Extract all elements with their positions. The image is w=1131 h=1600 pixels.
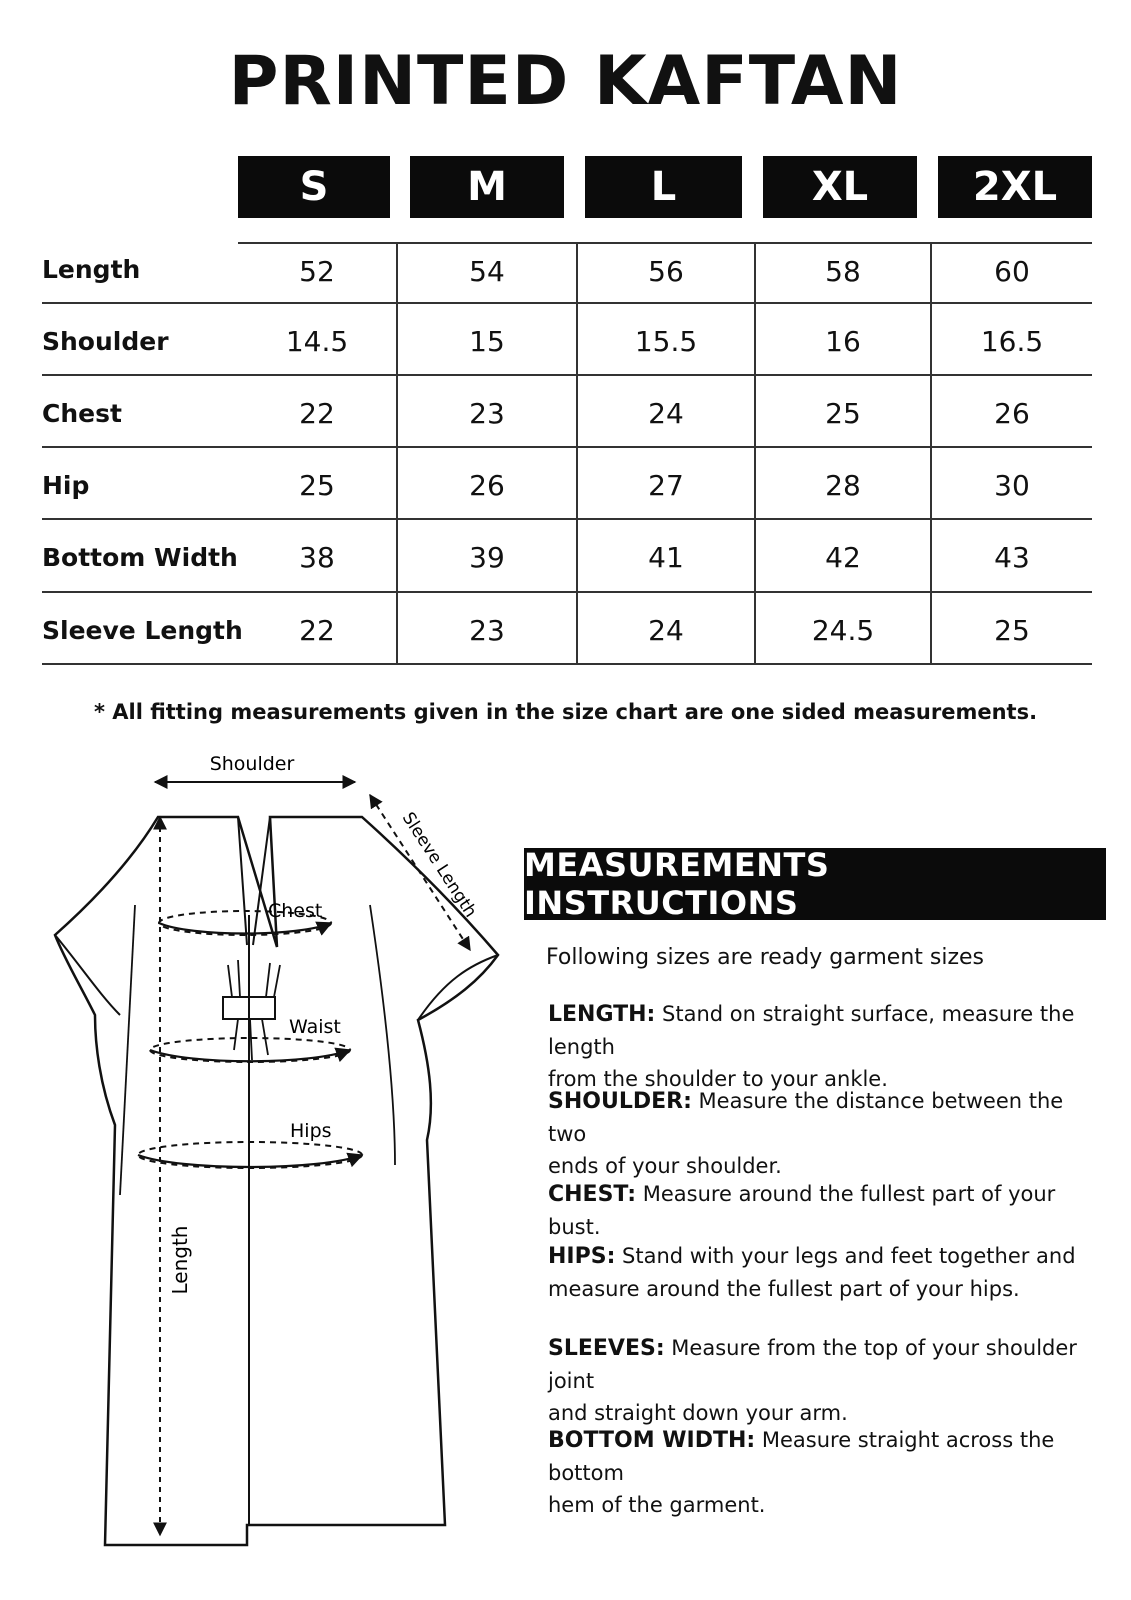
table-cell: 25 <box>299 469 335 502</box>
table-cell: 27 <box>648 469 684 502</box>
instruction-term: SLEEVES: <box>548 1336 665 1361</box>
row-label-sleeve-length: Sleeve Length <box>42 616 243 645</box>
size-header-m: M <box>410 156 564 218</box>
page-title: PRINTED KAFTAN <box>228 42 903 121</box>
instruction-text: Stand with your legs and feet together and <box>615 1244 1076 1268</box>
row-label-bottom-width: Bottom Width <box>42 543 238 572</box>
shoulder-label: Shoulder <box>209 753 295 775</box>
chest-label: Chest <box>268 900 323 922</box>
instruction-length <box>548 998 1108 1095</box>
instruction-text: hem of the garment. <box>548 1493 766 1517</box>
table-cell: 56 <box>648 255 684 288</box>
instructions-heading: MEASUREMENTS INSTRUCTIONS <box>524 848 1106 920</box>
sleeve-fold <box>418 955 498 1020</box>
table-cell: 14.5 <box>285 325 349 358</box>
row-label-length: Length <box>42 255 141 284</box>
table-cell: 43 <box>994 541 1030 574</box>
instruction-chest <box>548 1178 1108 1243</box>
instruction-text: and straight down your arm. <box>548 1401 848 1425</box>
table-cell: 42 <box>825 541 861 574</box>
instruction-text: Measure around the fullest part of your bust. <box>548 1182 1056 1239</box>
waist-label: Waist <box>289 1016 341 1038</box>
table-cell: 30 <box>994 469 1030 502</box>
table-cell: 39 <box>469 541 505 574</box>
table-cell: 22 <box>299 614 335 647</box>
size-header-s: S <box>238 156 390 218</box>
table-cell: 26 <box>994 397 1030 430</box>
table-cell: 15 <box>469 325 505 358</box>
table-cell: 22 <box>299 397 335 430</box>
table-cell: 60 <box>994 255 1030 288</box>
table-cell: 41 <box>648 541 684 574</box>
kaftan-diagram <box>40 753 540 1585</box>
table-cell: 24 <box>648 614 684 647</box>
instruction-sleeves <box>548 1332 1108 1429</box>
length-label: Length <box>168 1225 192 1295</box>
instruction-shoulder <box>548 1085 1108 1182</box>
table-cell: 23 <box>469 614 505 647</box>
size-header-2xl: 2XL <box>938 156 1092 218</box>
table-cell: 16 <box>825 325 861 358</box>
hips-label: Hips <box>290 1120 332 1142</box>
row-label-hip: Hip <box>42 471 90 500</box>
instruction-hips <box>548 1240 1108 1305</box>
instruction-term: CHEST: <box>548 1182 637 1207</box>
instruction-text: ends of your shoulder. <box>548 1154 782 1178</box>
row-label-shoulder: Shoulder <box>42 327 169 356</box>
size-header-xl: XL <box>763 156 917 218</box>
table-cell: 25 <box>994 614 1030 647</box>
table-cell: 23 <box>469 397 505 430</box>
table-cell: 26 <box>469 469 505 502</box>
instruction-text: Measure the distance between the two <box>548 1089 1064 1146</box>
table-cell: 58 <box>825 255 861 288</box>
table-cell: 24 <box>648 397 684 430</box>
instruction-term: BOTTOM WIDTH: <box>548 1428 756 1453</box>
instruction-text: Measure straight across the bottom <box>548 1428 1055 1485</box>
instruction-bottom-width <box>548 1424 1108 1521</box>
waist-tie-strings <box>228 960 280 1060</box>
table-cell: 25 <box>825 397 861 430</box>
instruction-term: HIPS: <box>548 1244 616 1269</box>
table-cell: 38 <box>299 541 335 574</box>
side-seam <box>370 905 395 1165</box>
instruction-text: Stand on straight surface, measure the length <box>548 1002 1075 1059</box>
instructions-intro: Following sizes are ready garment sizes <box>546 945 985 970</box>
table-cell: 24.5 <box>811 614 875 647</box>
instruction-term: SHOULDER: <box>548 1089 692 1114</box>
instruction-text: from the shoulder to your ankle. <box>548 1067 888 1091</box>
table-cell: 52 <box>299 255 335 288</box>
table-cell: 15.5 <box>634 325 698 358</box>
row-label-chest: Chest <box>42 399 122 428</box>
instruction-text: Measure from the top of your shoulder joint <box>548 1336 1077 1393</box>
instruction-term: LENGTH: <box>548 1002 656 1027</box>
instruction-text: measure around the fullest part of your hips. <box>548 1277 1020 1301</box>
side-seam <box>120 905 135 1195</box>
table-cell: 16.5 <box>980 325 1044 358</box>
table-cell: 28 <box>825 469 861 502</box>
table-cell: 54 <box>469 255 505 288</box>
sleeve-length-label: Sleeve Length <box>397 808 481 922</box>
size-header-l: L <box>585 156 742 218</box>
measurement-note: * All fitting measurements given in the size chart are one sided measurements. <box>93 700 1038 724</box>
